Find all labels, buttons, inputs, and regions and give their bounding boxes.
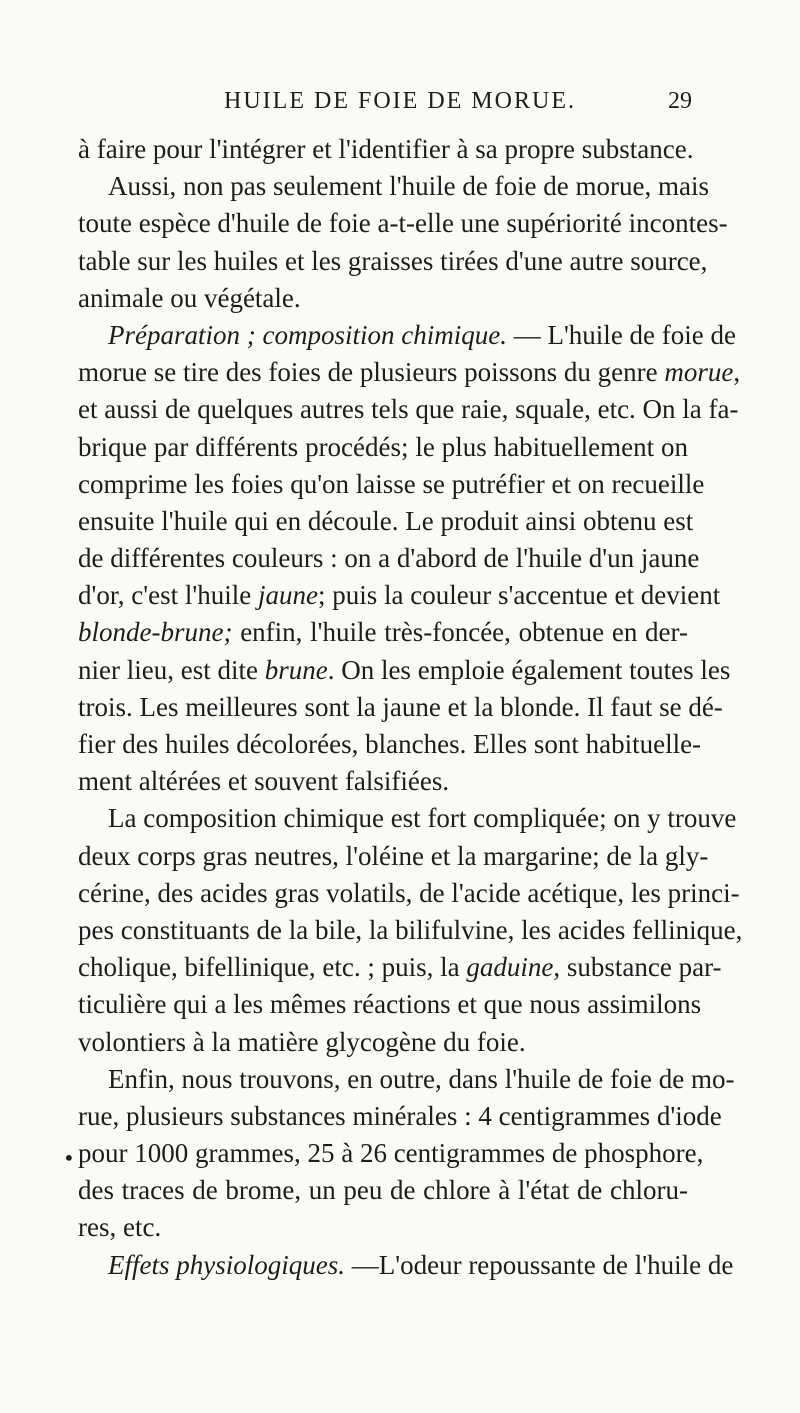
text-line: La composition chimique est fort compliquée; on y trouve (108, 803, 737, 834)
text-line: des traces de brome, un peu de chlore à l'état de chloru- (78, 1175, 688, 1206)
text-line: trois. Les meilleures sont la jaune et la blonde. Il faut se dé- (78, 691, 723, 722)
text-line: blonde-brune; enfin, l'huile très-foncée, obtenue en der- (78, 617, 688, 648)
section-heading-line: Effets physiologiques. —L'odeur repoussante de l'huile de (108, 1249, 734, 1280)
text-line: cérine, des acides gras volatils, de l'acide acétique, les princi- (78, 877, 740, 908)
body-text (78, 131, 743, 1284)
text-line: ment altérées et souvent falsifiées. (78, 766, 450, 797)
text-line: pes constituants de la bile, la bilifulvine, les acides fellinique, (78, 914, 743, 945)
text-line: toute espèce d'huile de foie a-t-elle une supériorité incontes- (78, 208, 728, 239)
text-line: comprime les foies qu'on laisse se putréfier et on recueille (78, 468, 705, 499)
text-line: table sur les huiles et les graisses tirées d'une autre source, (78, 245, 708, 276)
page-number: 29 (668, 88, 692, 114)
text-line: res, etc. (78, 1212, 162, 1243)
running-title: HUILE DE FOIE DE MORUE. (224, 88, 576, 114)
section-heading-line: Préparation ; composition chimique. — L'huile de foie de (108, 319, 736, 350)
text-line: Enfin, nous trouvons, en outre, dans l'huile de foie de mo- (108, 1063, 735, 1094)
text-line: pour 1000 grammes, 25 à 26 centigrammes de phosphore, (78, 1138, 704, 1169)
text-line: nier lieu, est dite brune. On les emploie également toutes les (78, 654, 731, 685)
text-line: à faire pour l'intégrer et l'identifier à sa propre substance. (78, 134, 694, 164)
margin-mark: • (63, 1146, 75, 1170)
text-line: morue se tire des foies de plusieurs poissons du genre morue, (78, 357, 741, 388)
text-line: volontiers à la matière glycogène du foie. (78, 1026, 526, 1057)
text-line: fier des huiles décolorées, blanches. Elles sont habituelle- (78, 729, 702, 759)
text-line: et aussi de quelques autres tels que raie, squale, etc. On la fa- (78, 394, 739, 425)
text-line: de différentes couleurs : on a d'abord de l'huile d'un jaune (78, 543, 700, 574)
text-line: animale ou végétale. (78, 282, 301, 313)
text-line: Aussi, non pas seulement l'huile de foie de morue, mais (108, 171, 709, 202)
text-line: cholique, bifellinique, etc. ; puis, la gaduine, substance par- (78, 952, 722, 983)
section-heading: Effets physiologiques. (108, 1249, 345, 1280)
text-line: rue, plusieurs substances minérales : 4 centigrammes d'iode (78, 1100, 722, 1131)
text-line: brique par différents procédés; le plus habituellement on (78, 431, 688, 462)
text-line: d'or, c'est l'huile jaune; puis la couleur s'accentue et devient (78, 580, 721, 611)
text-line: ensuite l'huile qui en découle. Le produit ainsi obtenu est (78, 505, 694, 536)
text-line: deux corps gras neutres, l'oléine et la margarine; de la gly- (78, 840, 709, 871)
text-line: ticulière qui a les mêmes réactions et que nous assimilons (78, 989, 702, 1020)
section-heading: Préparation ; composition chimique. (108, 319, 507, 350)
running-head (120, 88, 692, 120)
